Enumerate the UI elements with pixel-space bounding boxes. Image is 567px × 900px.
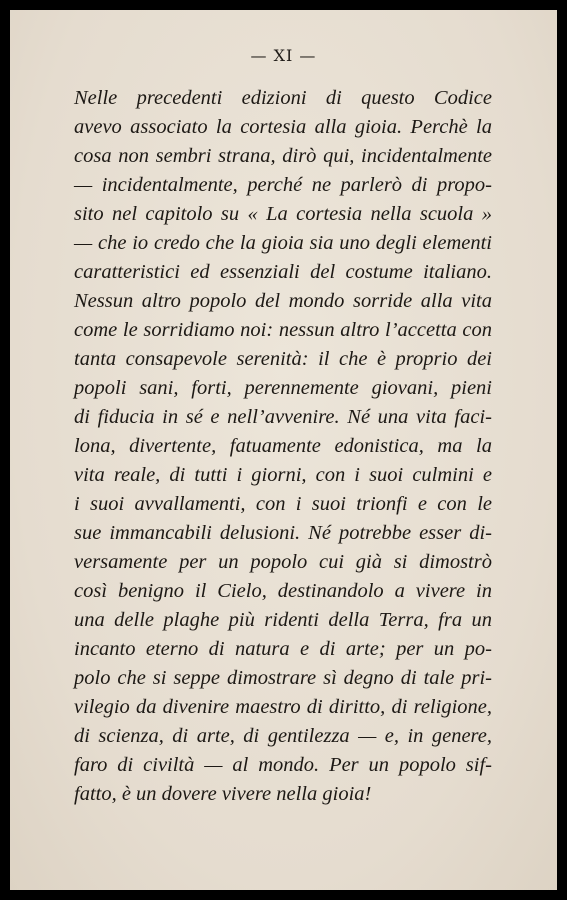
text-line: così benigno il Cielo, destinandolo a vivere in — [74, 580, 492, 602]
text-line: — che io credo che la gioia sia uno degli elementi — [74, 232, 492, 254]
text-line: come le sorridiamo noi: nessun altro l’accetta con — [74, 319, 492, 341]
text-line: caratteristici ed essenziali del costume italiano. — [74, 261, 492, 283]
page-number: — XI — — [250, 46, 317, 65]
text-line: vita reale, di tutti i giorni, con i suoi culmini e — [74, 464, 492, 486]
text-line: lona, divertente, fatuamente edonistica, ma la — [74, 435, 492, 457]
text-line: popoli sani, forti, perennemente giovani, pieni — [74, 377, 492, 399]
text-line: vilegio da divenire maestro di diritto, di religione, — [74, 696, 492, 718]
text-line: cosa non sembri strana, dirò qui, incidentalmente — [74, 145, 492, 167]
text-line: Nessun altro popolo del mondo sorride alla vita — [74, 290, 492, 312]
text-line: tanta consapevole serenità: il che è proprio dei — [74, 348, 492, 370]
text-line: sito nel capitolo su « La cortesia nella scuola » — [74, 203, 492, 225]
text-line: incanto eterno di natura e di arte; per un po- — [74, 638, 492, 660]
text-line: sue immancabili delusioni. Né potrebbe esser di- — [74, 522, 492, 544]
text-line: i suoi avvallamenti, con i suoi trionfi e con le — [74, 493, 492, 515]
text-line: — incidentalmente, perché ne parlerò di propo- — [74, 174, 492, 196]
text-line: di scienza, di arte, di gentilezza — e, in genere, — [74, 725, 492, 747]
text-line: di fiducia in sé e nell’avvenire. Né una vita faci- — [74, 406, 492, 428]
text-line: una delle plaghe più ridenti della Terra, fra un — [74, 609, 492, 631]
text-line: versamente per un popolo cui già si dimostrò — [74, 551, 492, 573]
book-page — [10, 10, 557, 890]
text-line: faro di civiltà — al mondo. Per un popolo sif- — [74, 754, 492, 776]
text-line: polo che si seppe dimostrare sì degno di tale pri- — [74, 667, 492, 689]
text-line: Nelle precedenti edizioni di questo Codice — [74, 87, 492, 109]
body-paragraph — [74, 84, 492, 809]
text-line: avevo associato la cortesia alla gioia. Perchè la — [74, 116, 492, 138]
text-line-last: fatto, è un dovere vivere nella gioia! — [74, 783, 372, 805]
